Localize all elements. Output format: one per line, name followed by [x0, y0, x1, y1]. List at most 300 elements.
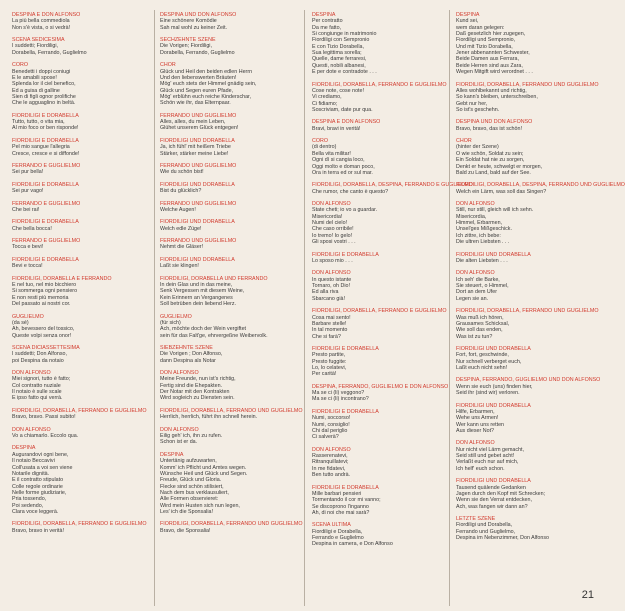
speaker-heading: FIORDILIGI UND DORABELLA: [160, 256, 235, 263]
verse-line: Aus dieser Not?: [456, 427, 495, 434]
speaker-heading: FERRANDO UND GUGLIELMO: [160, 112, 237, 119]
verse-line: Rasserenatevi,: [312, 453, 348, 460]
speaker-heading: DESPINA UND DON ALFONSO: [160, 12, 237, 18]
speaker-heading: LETZTE SZENE: [456, 516, 496, 522]
verse-line: Die Vorigen; Fiordiligi,: [160, 43, 212, 50]
text-block: [12, 182, 152, 195]
speaker-heading: DON ALFONSO: [456, 270, 495, 277]
verse-line: Cresce, cresce e si diffonde!: [12, 150, 80, 157]
verse-line: Und den liebenswerten Bräuten!: [160, 74, 237, 81]
speaker-heading: CHOR: [160, 62, 176, 69]
verse-line: (di dentro): [312, 144, 337, 151]
verse-line: Meine Freunde, nun ist's richtig,: [160, 376, 236, 383]
verse-line: Numi del cielo!: [312, 220, 348, 227]
verse-line: Augurandovi ogni bene,: [12, 451, 69, 458]
verse-line: Sei pur vago!: [12, 188, 44, 195]
speaker-heading: DON ALFONSO: [312, 201, 351, 208]
verse-line: E ipso fatto qui verrà.: [12, 395, 63, 402]
text-block: [312, 346, 452, 378]
verse-line: Denkt er heute, schwelgt er morgen,: [456, 163, 543, 170]
verse-line: Eilig geh' ich, ihn zu rufen.: [160, 433, 223, 440]
verse-line: Ogni dì si cangia loco,: [312, 157, 365, 164]
verse-line: Alles wohlbekannt und richtig,: [456, 87, 527, 94]
verse-line: Laßt sie klingen!: [160, 263, 199, 270]
verse-line: Numi, consiglio!: [312, 421, 350, 428]
verse-line: In questo istante: [312, 276, 352, 283]
text-block: [312, 201, 452, 245]
verse-line: In me fidatevi,: [312, 465, 346, 472]
verse-line: Ferrando und Guglielmo,: [456, 528, 516, 535]
text-block: [456, 119, 596, 132]
verse-line: Misericordia!: [312, 213, 343, 220]
verse-line: Alle Formen observieret:: [160, 496, 219, 503]
column-2-german: [160, 12, 303, 540]
verse-line: Wird mein Husten sich nun legen,: [160, 502, 240, 509]
verse-line: Tutto, tutto, o vita mia,: [12, 119, 65, 126]
verse-line: Wird sogleich zu Diensten sein.: [160, 395, 235, 402]
column-divider: [449, 10, 450, 606]
verse-line: Col contratto nuziale: [12, 382, 61, 389]
text-block: [12, 521, 152, 534]
text-block: [456, 377, 601, 397]
text-block: [160, 521, 303, 534]
verse-line: Despina im Nebenzimmer, Don Alfonso: [456, 535, 549, 542]
verse-line: Wer kann uns retten: [456, 421, 505, 428]
verse-line: Clara voce leggerà.: [12, 508, 59, 515]
verse-line: Ora in terra ed or sul mar.: [312, 169, 373, 176]
verse-line: poi Despina da notaio: [12, 357, 64, 364]
speaker-heading: SCENA SEDICESIMA: [12, 37, 65, 44]
verse-line: Ci salverà?: [312, 434, 339, 441]
verse-line: I suddetti; Fiordiligi,: [12, 43, 59, 50]
text-block: [160, 370, 300, 402]
speaker-heading: FIORDILIGI, DORABELLA UND FERRANDO: [160, 275, 268, 282]
verse-line: Still, nur still, gleich will ich sehn.: [456, 207, 534, 214]
speaker-heading: DESPINA, FERRANDO, GUGLIELMO E DON ALFONSO: [312, 383, 449, 390]
speaker-heading: FERRANDO E GUGLIELMO: [12, 238, 81, 245]
column-divider: [154, 10, 155, 606]
verse-line: Si congiunge in matrimonio: [312, 31, 377, 38]
verse-line: Welch ein Lärm, was soll das Singen?: [456, 188, 547, 195]
text-block: [12, 138, 152, 157]
verse-line: Soll betrüben dein liebend Herz.: [160, 301, 237, 308]
verse-line: Ci fidiamo;: [312, 100, 338, 107]
verse-line: Numi, soccorso!: [312, 415, 351, 422]
verse-line: State cheti; io vo a guardar.: [312, 207, 378, 214]
verse-line: Che bei rai!: [12, 206, 40, 213]
verse-line: Dorabella, Ferrando, Guglielmo: [160, 49, 235, 56]
verse-line: Daß gesetzlich hier zugegen,: [456, 31, 526, 38]
speaker-heading: DON ALFONSO: [160, 426, 199, 433]
text-block: [12, 408, 152, 421]
verse-line: Pria tossendo,: [12, 496, 47, 503]
verse-line: Die ultren Liebsten . . .: [456, 239, 510, 246]
verse-line: Miei signori, tutto è fatto;: [12, 376, 71, 383]
speaker-heading: DESPINA: [160, 451, 184, 458]
speaker-heading: FIORDILIGI UND DORABELLA: [160, 181, 235, 188]
verse-line: Fiordiligi con Sempronio: [312, 37, 370, 44]
verse-line: Che rumor, che canto è questo?: [312, 188, 389, 195]
text-block: [312, 182, 473, 195]
verse-line: Fiordiligi e Dorabella,: [312, 528, 363, 535]
verse-line: La più bella commediola: [12, 18, 70, 25]
text-block: [312, 447, 452, 479]
verse-line: Bravo, bravo in verità!: [12, 527, 64, 534]
speaker-heading: FIORDILIGI E DORABELLA: [12, 112, 79, 119]
text-block: [160, 182, 300, 195]
text-block: [12, 12, 152, 31]
verse-line: Chi dal periglio: [312, 427, 348, 434]
verse-line: Tormentando il cor mi vanno;: [312, 497, 381, 504]
verse-line: Kund sei,: [456, 18, 479, 25]
verse-line: Per contratto: [312, 18, 343, 25]
speaker-heading: DON ALFONSO: [12, 370, 51, 377]
text-block: [312, 308, 452, 340]
verse-line: Dorabella, Ferrando, Guglielmo: [12, 49, 87, 56]
verse-line: So ist's geschehn.: [456, 106, 500, 113]
verse-line: Nur schnell verberget euch,: [456, 358, 522, 365]
text-block: [456, 403, 596, 435]
speaker-heading: FIORDILIGI UND DORABELLA: [456, 402, 531, 409]
verse-line: Les' ich die Sponsalia!: [160, 508, 214, 515]
speaker-heading: FIORDILIGI E DORABELLA: [12, 181, 79, 188]
verse-line: Ritranquillatevi;: [312, 459, 349, 466]
speaker-heading: FIORDILIGI E DORABELLA: [312, 251, 379, 258]
text-block: [456, 346, 596, 371]
column-divider: [304, 10, 305, 606]
verse-line: Lo, lo celatevi,: [312, 365, 347, 371]
speaker-heading: FERRANDO E GUGLIELMO: [12, 200, 81, 207]
text-block: [456, 138, 596, 176]
speaker-heading: FIORDILIGI E DORABELLA: [12, 256, 79, 263]
verse-line: dann Despina als Notar: [160, 357, 216, 364]
speaker-heading: FIORDILIGI, DORABELLA E FERRANDO: [12, 275, 112, 282]
verse-line: Pel mio sangue l'allegria: [12, 144, 70, 151]
verse-line: Bravi, bravi in verità!: [312, 125, 361, 132]
verse-line: Wenn sie euch (uns) finden hier,: [456, 383, 533, 390]
speaker-heading: FIORDILIGI UND DORABELLA: [160, 137, 235, 144]
verse-line: Der Notar mit den Kontrakten: [160, 389, 230, 396]
text-block: [160, 276, 300, 308]
text-block: [12, 201, 152, 214]
verse-line: Ach, möchte doch der Wein vergiftet: [160, 326, 247, 333]
verse-line: Benedetti i doppi coniugi: [12, 68, 71, 75]
speaker-heading: FIORDILIGI UND DORABELLA: [160, 219, 235, 226]
text-block: [312, 522, 452, 547]
verse-line: Glück und Segen euren Pfade,: [160, 87, 234, 94]
verse-line: Glühet unserem Glück entgegen!: [160, 125, 239, 132]
verse-line: Notarile dignità.: [12, 470, 50, 477]
speaker-heading: DESPINA UND DON ALFONSO: [456, 119, 533, 126]
verse-line: Ich helf' euch schon.: [456, 465, 505, 472]
speaker-heading: FIORDILIGI, DORABELLA, FERRANDO UND GUGLIELMO: [456, 81, 599, 88]
verse-line: Tausend quälende Gedanken: [456, 484, 526, 491]
speaker-heading: FIORDILIGI E DORABELLA: [12, 137, 79, 144]
verse-line: Himmel, Erbarmen,: [456, 220, 503, 227]
column-4-german: [456, 12, 625, 547]
verse-line: Alles, alles, du mein Leben,: [160, 119, 226, 126]
verse-line: Komm' ich Pflicht und Amtes wegen.: [160, 464, 247, 471]
text-block: [12, 219, 152, 232]
verse-line: Glück und Heil den beiden edlen Herrn: [160, 68, 253, 75]
verse-line: Seid ihr (sind wir) verloren.: [456, 390, 520, 397]
verse-line: Ah, bevessero del tossico,: [12, 326, 75, 333]
speaker-heading: SCENA DICIASSETTESIMA: [12, 344, 80, 351]
text-block: [12, 37, 152, 56]
verse-line: Ma se ci (li) incontrano?: [312, 396, 369, 403]
verse-line: Gebt nur her,: [456, 100, 488, 107]
verse-line: Unsel'ges Mißgeschick.: [456, 226, 512, 233]
column-1-italian: [12, 12, 152, 540]
text-block: [160, 407, 303, 421]
verse-line: Bevi e tocca!: [12, 263, 43, 270]
text-block: [12, 62, 152, 106]
verse-line: Che le agguaglino in beltà.: [12, 100, 76, 107]
speaker-heading: FIORDILIGI, DORABELLA, FERRANDO E GUGLIELMO: [12, 521, 147, 528]
speaker-heading: DON ALFONSO: [12, 426, 51, 433]
text-block: [160, 12, 300, 31]
verse-line: (hinter der Szene): [456, 144, 499, 151]
verse-line: Presto fuggite:: [312, 358, 347, 365]
verse-line: Soscriviam, date pur qua.: [312, 106, 373, 113]
verse-line: Ein Soldat hat nie zu sorgen,: [456, 157, 525, 164]
text-block: [160, 257, 300, 270]
verse-line: Was ist zu tun?: [456, 333, 493, 340]
verse-line: Ja, ich fühl' mit heißem Triebe: [160, 144, 231, 151]
verse-line: Se discoprono l'inganno: [312, 503, 369, 510]
text-block: [160, 314, 300, 339]
text-block: [12, 163, 152, 176]
text-block: [160, 427, 300, 446]
text-block: [12, 345, 152, 364]
verse-line: Al mio foco or ben risponde!: [12, 125, 79, 132]
verse-line: Hilfe, Erbarmen,: [456, 408, 495, 415]
text-block: [12, 276, 152, 308]
verse-line: Tocca e bevi!: [12, 244, 44, 251]
speaker-heading: GUGLIELMO: [12, 313, 44, 320]
page-number: 21: [581, 589, 594, 601]
verse-line: Oggi molto e doman poco,: [312, 163, 375, 170]
verse-line: Despina in camera, e Don Alfonso: [312, 541, 393, 548]
text-block: [456, 252, 596, 265]
verse-line: Wenn sie den Verrat entdecken,: [456, 497, 532, 504]
verse-line: Il notaio è sulle scale: [12, 389, 62, 396]
verse-line: Die Vorigen ; Don Alfonso,: [160, 351, 223, 358]
verse-line: Beide Damen aus Ferrara,: [456, 56, 519, 63]
text-block: [456, 308, 599, 340]
verse-line: Jagen durch den Kopf mit Schrecken;: [456, 490, 546, 497]
verse-line: Jener abbenannten Schwester,: [456, 50, 530, 57]
text-block: [312, 252, 452, 265]
speaker-heading: FIORDILIGI, DORABELLA, FERRANDO UND GUGLIELMO: [456, 308, 599, 315]
verse-line: (da sé): [12, 319, 29, 326]
verse-line: E il contratto stipulato: [12, 477, 64, 484]
verse-line: Freude, Glück und Gloria.: [160, 477, 222, 484]
verse-line: Wie du schön bist!: [160, 169, 204, 176]
text-block: [12, 314, 152, 339]
verse-line: Nelle forme giudiziarie,: [12, 489, 67, 496]
verse-line: sein für das Falt'ge, ehrvergeßne Weibervolk.: [160, 332, 268, 339]
verse-line: Laßt euch nicht sehn!: [456, 365, 508, 371]
verse-line: Ma se ci (li) veggono?: [312, 390, 365, 397]
verse-line: Vi crediamo,: [312, 94, 342, 101]
speaker-heading: CHOR: [456, 138, 472, 145]
verse-line: Seid still und gebet acht!: [456, 453, 515, 460]
speaker-heading: FIORDILIGI, DORABELLA, DESPINA, FERRANDO E GUGLIELMO: [312, 182, 473, 189]
verse-line: Presto partite,: [312, 352, 346, 359]
text-block: [12, 238, 152, 251]
verse-line: Ach, was fangen wir dann an?: [456, 503, 528, 510]
verse-line: Senk Vergessen mit diesem Weine,: [160, 288, 245, 295]
text-block: [160, 219, 300, 232]
verse-line: Sua legittima sorella;: [312, 50, 362, 57]
text-block: [312, 12, 452, 75]
verse-line: Wie soll das enden,: [456, 327, 503, 334]
verse-line: Ferrando e Guglielmo: [312, 535, 364, 542]
verse-line: Dort an dem Ufer: [456, 289, 497, 296]
verse-line: Ah, di noi che mai sarà?: [312, 509, 370, 516]
text-block: [456, 440, 596, 472]
speaker-heading: FIORDILIGI E DORABELLA: [312, 408, 379, 415]
text-block: [456, 270, 596, 302]
speaker-heading: FERRANDO UND GUGLIELMO: [160, 163, 237, 169]
verse-line: Flecke sind schön stilisiert,: [160, 483, 224, 490]
text-block: [312, 384, 452, 403]
speaker-heading: FIORDILIGI, DORABELLA, FERRANDO UND GUGLIELMO: [160, 407, 303, 414]
speaker-heading: FERRANDO UND GUGLIELMO: [160, 200, 237, 207]
speaker-heading: FIORDILIGI UND DORABELLA: [456, 478, 531, 485]
text-block: [312, 485, 452, 517]
verse-line: Quelle, dame ferraresi,: [312, 56, 367, 63]
text-block: [160, 201, 300, 214]
verse-line: Non s'è vista, o si vedrà!: [12, 24, 71, 31]
text-block: [160, 138, 300, 157]
verse-line: Sie steuert, o Himmel,: [456, 283, 509, 290]
speaker-heading: FERRANDO UND GUGLIELMO: [160, 238, 237, 245]
verse-line: Vo a chiamarlo. Eccolo qua.: [12, 433, 79, 440]
verse-line: Bella vita militar!: [312, 150, 351, 157]
text-block: [456, 12, 596, 75]
verse-line: Sien di figli ognor prolifiche: [12, 93, 76, 100]
verse-line: Wegen Mitgift wird verordnet . . .: [456, 69, 533, 76]
verse-line: Fiordiligi und Dorabella,: [456, 522, 513, 529]
verse-line: Wünsche Heil und Glück und Segen.: [160, 470, 248, 477]
text-block: [160, 238, 300, 251]
verse-line: Eine schönere Komödie: [160, 18, 217, 25]
speaker-heading: FIORDILIGI, DORABELLA, FERRANDO UND GUGLIELMO: [160, 521, 303, 528]
verse-line: Bist du glücklich?: [160, 188, 202, 195]
text-block: [456, 516, 596, 541]
text-block: [312, 119, 452, 132]
speaker-heading: DON ALFONSO: [312, 446, 351, 453]
speaker-heading: DESPINA E DON ALFONSO: [12, 12, 81, 18]
verse-line: Che si farà?: [312, 333, 341, 340]
speaker-heading: SCENA ULTIMA: [312, 522, 351, 529]
verse-line: Poi sedendo,: [12, 502, 44, 509]
text-block: [12, 370, 152, 402]
verse-line: I suddetti; Don Alfonso,: [12, 351, 67, 358]
verse-line: Ich seh' die Barke,: [456, 276, 500, 283]
verse-line: Bravo, die Sponsalia!: [160, 527, 211, 534]
verse-line: (für sich): [160, 319, 181, 326]
verse-line: Nehmt die Gläser!: [160, 244, 204, 251]
verse-line: Sah mal wohl zu keiner Zeit.: [160, 24, 228, 31]
verse-line: Coll'usata a voi sen viene: [12, 464, 73, 471]
verse-line: Bravo, bravo. Passi subito!: [12, 414, 76, 421]
text-block: [12, 427, 152, 440]
text-block: [456, 182, 625, 195]
verse-line: E per dote e contradote . . .: [312, 69, 377, 76]
verse-line: Mille barbari pensieri: [312, 490, 362, 497]
speaker-heading: DESPINA: [12, 445, 36, 452]
text-block: [12, 257, 152, 270]
verse-line: Misericordia,: [456, 213, 487, 220]
speaker-heading: DESPINA, FERRANDO, GUGLIELMO UND DON ALFONSO: [456, 377, 601, 384]
verse-line: Ben tutto andrà.: [312, 472, 351, 479]
verse-line: Legen sie an.: [456, 295, 489, 302]
speaker-heading: FIORDILIGI, DORABELLA, FERRANDO E GUGLIELMO: [312, 308, 447, 315]
verse-line: In tal momento: [312, 327, 348, 334]
verse-line: Cosa mai sento!: [312, 314, 351, 321]
text-block: [312, 270, 452, 302]
verse-line: Gli sposi vostri . . .: [312, 239, 356, 246]
text-block: [456, 81, 599, 114]
verse-line: E non resti più memoria: [12, 294, 69, 301]
verse-line: Grausames Schicksal,: [456, 320, 510, 327]
verse-line: Fiordiligi und Sempronio,: [456, 37, 516, 44]
verse-line: Per carità!: [312, 371, 337, 378]
verse-line: Il notaio Beccavivi: [12, 458, 55, 465]
text-block: [160, 452, 300, 515]
verse-line: Fertig sind die Ehepakten.: [160, 382, 223, 389]
speaker-heading: DESPINA E DON ALFONSO: [312, 119, 381, 126]
speaker-heading: FIORDILIGI, DORABELLA, DESPINA, FERRANDO UND GUGLIELMO: [456, 182, 625, 189]
text-block: [160, 62, 300, 106]
verse-line: Schön wie ihr, das Elternpaar.: [160, 100, 231, 107]
speaker-heading: FIORDILIGI, DORABELLA, FERRANDO E GUGLIELMO: [312, 81, 447, 88]
verse-line: Io tremo! Io gelo!: [312, 232, 353, 239]
text-block: [160, 163, 300, 176]
verse-line: Mög' erblühn euch reiche Kinderschar,: [160, 93, 252, 100]
verse-line: Die alten Liebsten . . .: [456, 257, 508, 264]
verse-line: Und mit Tizio Dorabella,: [456, 43, 513, 50]
text-block: [160, 37, 300, 56]
verse-line: Untertänig aufzuwarten,: [160, 458, 217, 465]
speaker-heading: DESPINA: [312, 12, 336, 18]
speaker-heading: GUGLIELMO: [160, 313, 192, 320]
verse-line: Splenda lor il ciel benefico,: [12, 81, 76, 88]
verse-line: Tornaro, oh Dio!: [312, 283, 351, 290]
verse-line: Che caso orribile!: [312, 226, 354, 233]
speaker-heading: DON ALFONSO: [456, 201, 495, 208]
speaker-heading: FIORDILIGI, DORABELLA, FERRANDO E GUGLIELMO: [12, 407, 147, 414]
verse-line: wem daran gelegen:: [456, 24, 505, 31]
verse-line: Da me fatto,: [312, 24, 342, 31]
verse-line: Bald zu Land, bald auf der See.: [456, 169, 531, 176]
verse-line: Cose note, cose note!: [312, 87, 364, 94]
verse-line: Nach dem bus verklausuliert,: [160, 489, 229, 496]
verse-line: So kann's bleiben, unterschreiben,: [456, 94, 538, 101]
speaker-heading: DESPINA: [456, 12, 480, 18]
speaker-heading: FIORDILIGI E DORABELLA: [12, 219, 79, 226]
verse-line: Ich zittre, ich bebe:: [456, 232, 501, 239]
verse-line: E nel tuo, nel mio bicchiero: [12, 282, 77, 289]
verse-line: Colle regole ordinarie: [12, 483, 63, 490]
verse-line: Verlaßt euch nur auf mich,: [456, 459, 519, 466]
text-block: [160, 113, 300, 132]
verse-line: Bravo, bravo, das ist schön!: [456, 125, 522, 132]
speaker-heading: FIORDILIGI UND DORABELLA: [456, 345, 531, 352]
